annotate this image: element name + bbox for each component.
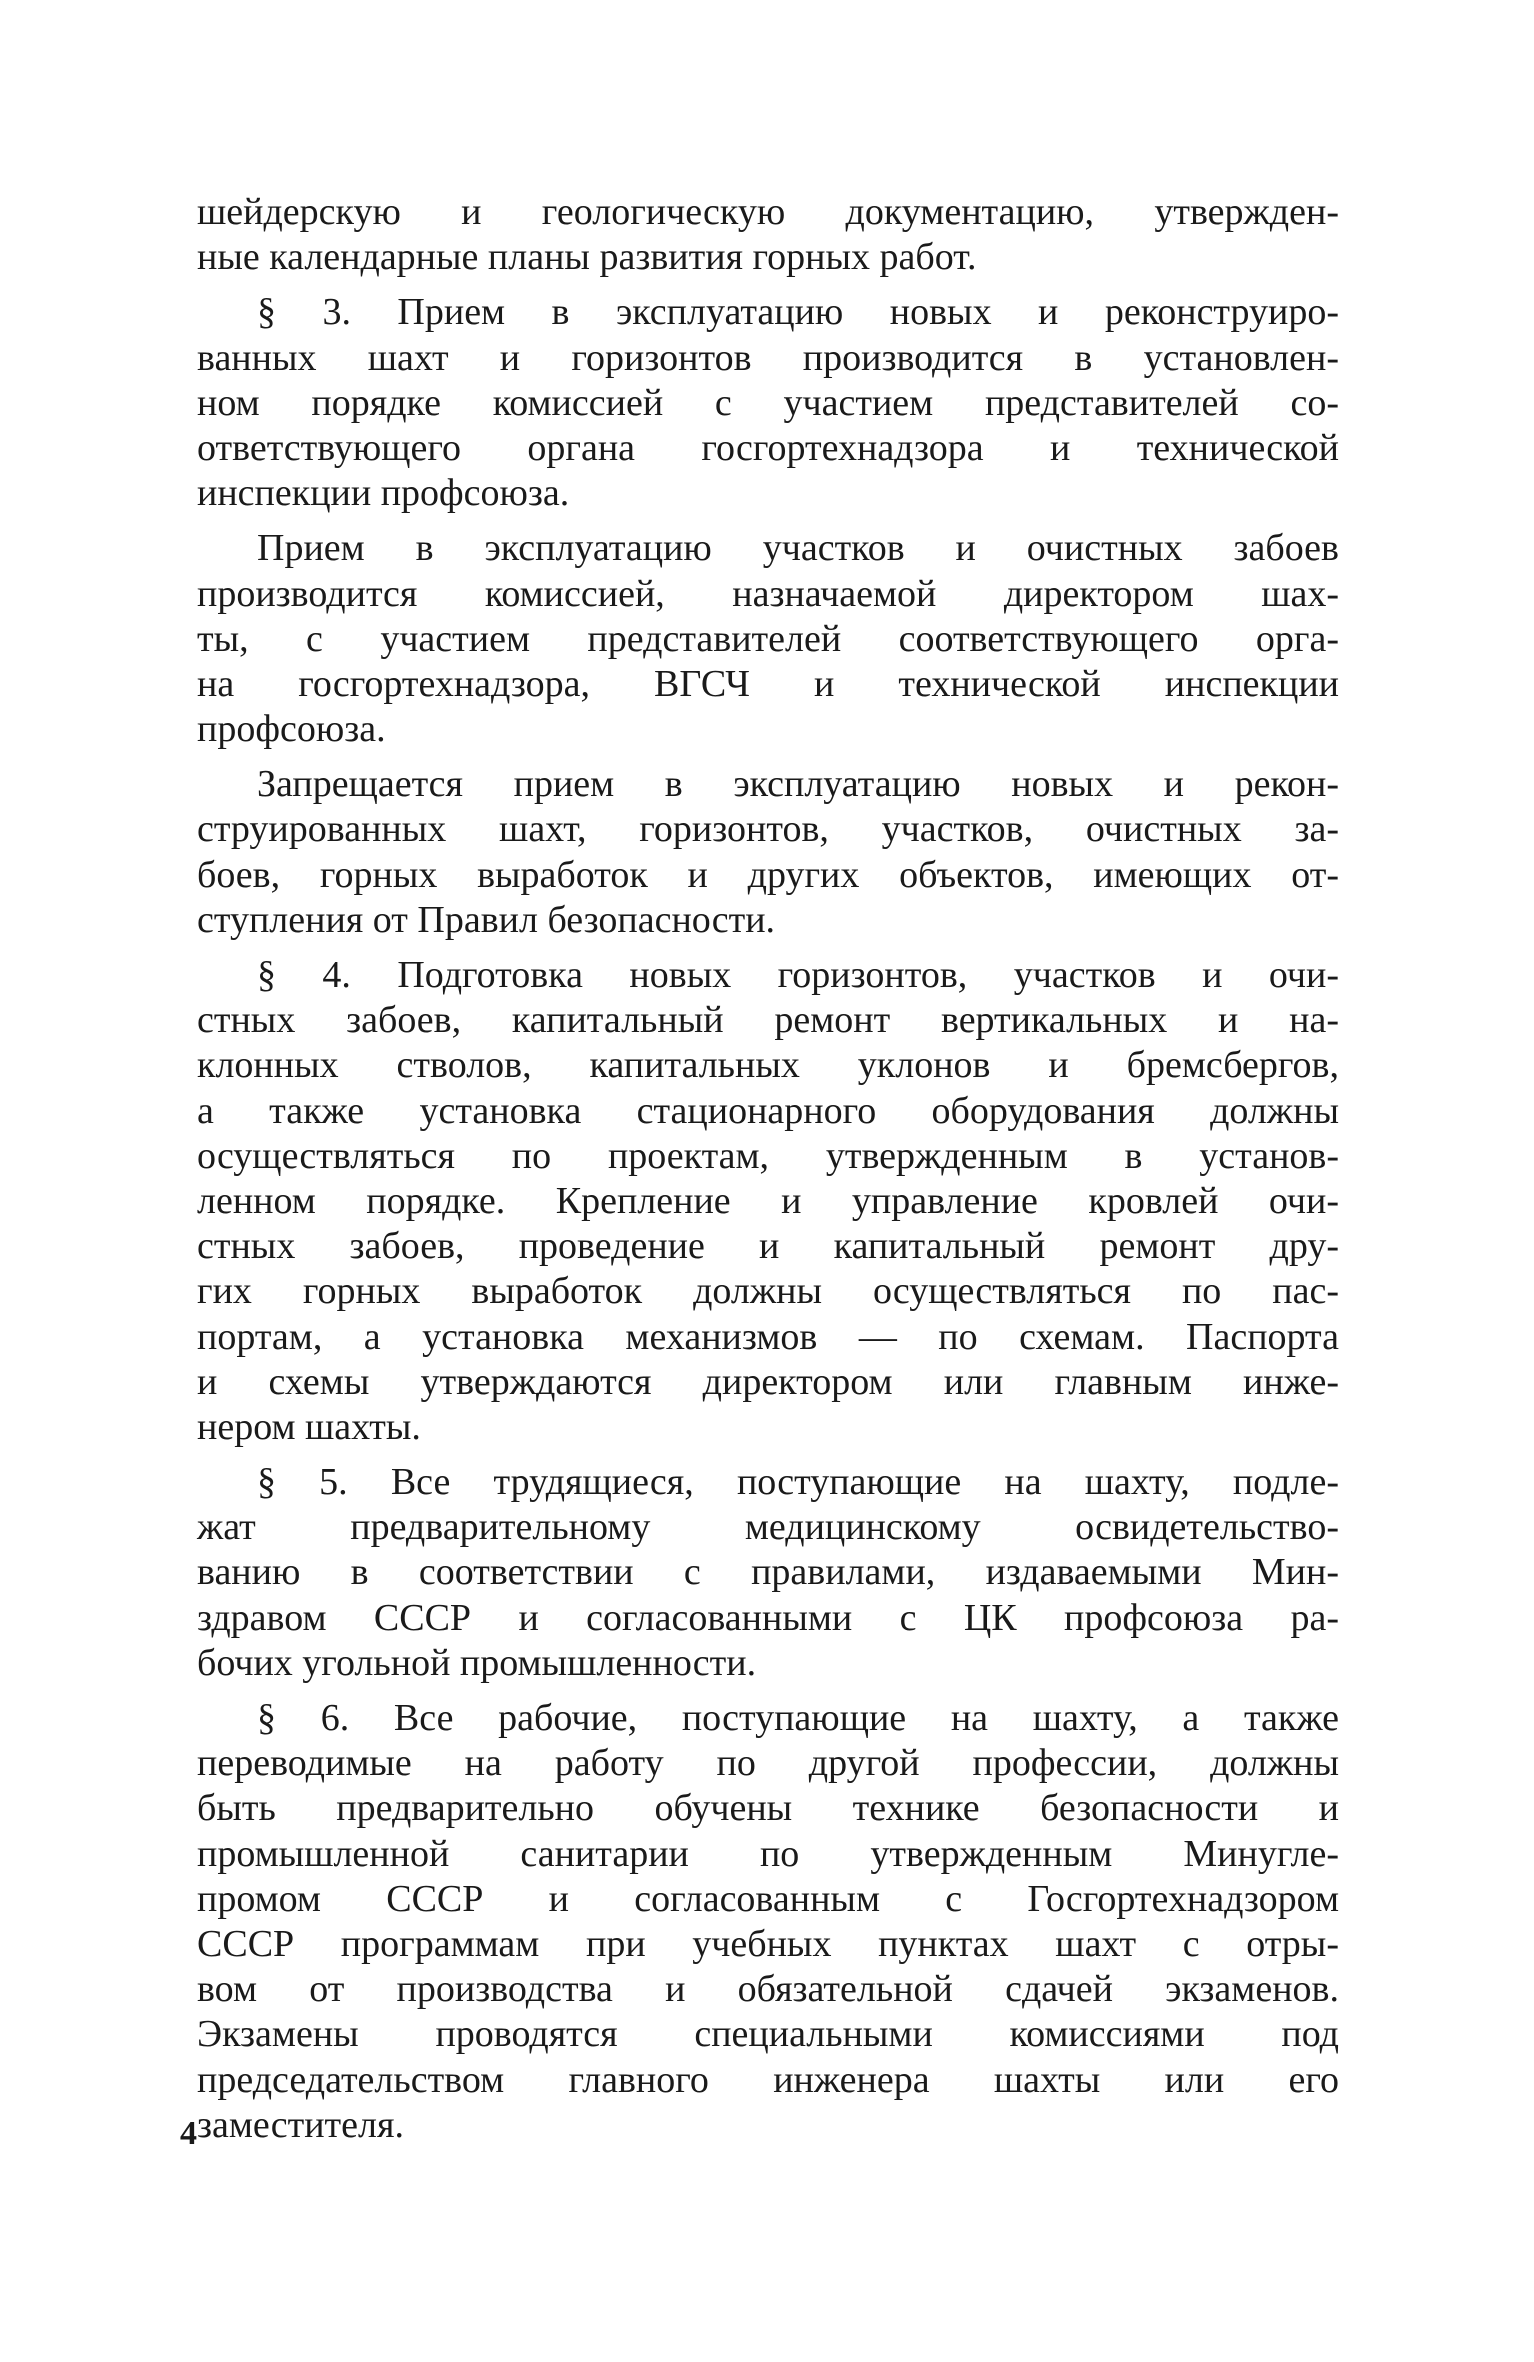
text-line: портам, а установка механизмов — по схемам. Паспорта — [197, 1315, 1339, 1358]
text-line: ном порядке комиссией с участием представителей со- — [197, 381, 1339, 424]
text-line: стных забоев, проведение и капитальный ремонт дру- — [197, 1225, 1339, 1268]
text-line: бочих угольной промышленности. — [197, 1641, 757, 1684]
text-line: ты, с участием представителей соответствующего орга- — [197, 617, 1339, 660]
paragraph-section-6 — [197, 1696, 1339, 2148]
text-line: на госгортехнадзора, ВГСЧ и технической инспекции — [197, 662, 1339, 705]
page-number: 4 — [180, 2115, 197, 2152]
text-line: а также установка стационарного оборудования должны — [197, 1089, 1339, 1132]
paragraph-section-5 — [197, 1460, 1339, 1686]
text-line: СССР программам при учебных пунктах шахт с отры- — [197, 1922, 1339, 1965]
text-line: струированных шахт, горизонтов, участков, очистных за- — [197, 808, 1339, 851]
text-line: ные календарные планы развития горных работ. — [197, 236, 977, 279]
text-line: промышленной санитарии по утвержденным Минугле- — [197, 1832, 1339, 1875]
text-line: осуществляться по проектам, утвержденным в установ- — [197, 1134, 1339, 1177]
text-line: Запрещается прием в эксплуатацию новых и рекон- — [257, 763, 1339, 806]
text-line: здравом СССР и согласованными с ЦК профсоюза ра- — [197, 1596, 1339, 1639]
text-line: заместителя. — [197, 2103, 404, 2146]
text-line: § 4. Подготовка новых горизонтов, участков и очи- — [257, 954, 1339, 996]
text-line: ванию в соответствии с правилами, издаваемыми Мин- — [197, 1551, 1339, 1594]
text-line: шейдерскую и геологическую документацию, утвержден- — [197, 191, 1339, 233]
text-line: и схемы утверждаются директором или главным инже- — [197, 1360, 1339, 1403]
text-line: нером шахты. — [197, 1405, 421, 1448]
text-line: гих горных выработок должны осуществляться по пас- — [197, 1270, 1339, 1313]
text-line: § 3. Прием в эксплуатацию новых и реконструиро- — [257, 291, 1339, 334]
text-line: клонных стволов, капитальных уклонов и бремсбергов, — [197, 1044, 1339, 1087]
body-text — [197, 190, 1339, 2158]
text-line: ответствующего органа госгортехнадзора и технической — [197, 426, 1339, 469]
paragraph-acceptance — [197, 526, 1339, 752]
paragraph-prohibition — [197, 762, 1339, 943]
text-line: промом СССР и согласованным с Госгортехнадзором — [197, 1877, 1339, 1920]
text-line: ступления от Правил безопасности. — [197, 898, 776, 941]
text-line: стных забоев, капитальный ремонт вертикальных и на- — [197, 999, 1339, 1042]
text-line: Прием в эксплуатацию участков и очистных забоев — [257, 527, 1339, 570]
text-line: жат предварительному медицинскому освидетельство- — [197, 1506, 1339, 1549]
text-line: переводимые на работу по другой профессии, должны — [197, 1742, 1339, 1785]
text-line: ленном порядке. Крепление и управление кровлей очи- — [197, 1179, 1339, 1222]
paragraph-continuation — [197, 190, 1339, 280]
text-line: ванных шахт и горизонтов производится в установлен- — [197, 336, 1339, 379]
text-line: боев, горных выработок и других объектов, имеющих от- — [197, 853, 1339, 896]
text-line: § 5. Все трудящиеся, поступающие на шахту, подле- — [257, 1461, 1339, 1504]
text-line: вом от производства и обязательной сдачей экзаменов. — [197, 1968, 1339, 2011]
text-line: быть предварительно обучены технике безопасности и — [197, 1787, 1339, 1830]
text-line: председательством главного инженера шахты или его — [197, 2058, 1339, 2101]
text-line: производится комиссией, назначаемой директором шах- — [197, 572, 1339, 615]
text-line: Экзамены проводятся специальными комиссиями под — [197, 2013, 1339, 2056]
text-line: § 6. Все рабочие, поступающие на шахту, а также — [257, 1697, 1339, 1739]
text-line: профсоюза. — [197, 708, 386, 751]
paragraph-section-4 — [197, 953, 1339, 1450]
paragraph-section-3 — [197, 290, 1339, 516]
text-line: инспекции профсоюза. — [197, 472, 570, 515]
